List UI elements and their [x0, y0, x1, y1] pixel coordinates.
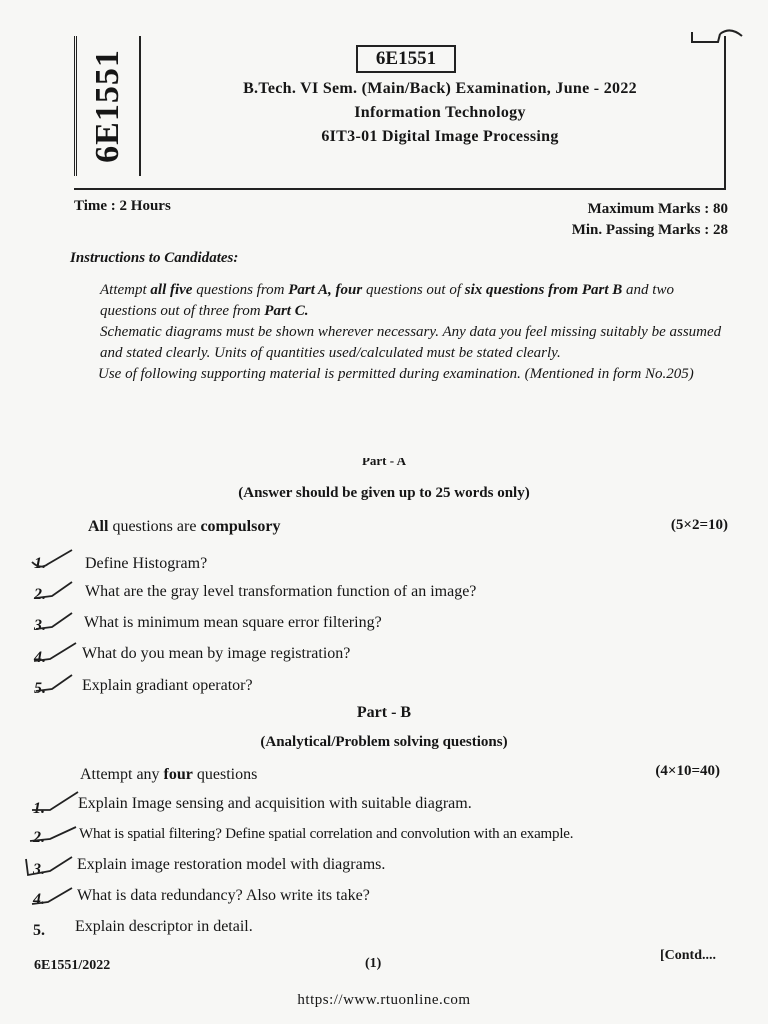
instructions-body [100, 280, 730, 385]
instr-bold: all five [150, 282, 193, 298]
part-a-marks: (5×2=10) [670, 517, 728, 533]
checkmark-icon [26, 823, 82, 851]
question-number: 5. [33, 922, 45, 939]
continued-note: [Contd.... [659, 948, 716, 963]
question-text: Explain gradiant operator? [82, 677, 253, 694]
question-number: 3. [34, 617, 46, 634]
question-number: 1. [33, 800, 45, 817]
question-text: What is minimum mean square error filtering? [84, 614, 382, 631]
instr-text: questions are [108, 518, 201, 535]
part-b-subtitle: (Analytical/Problem solving questions) [260, 734, 508, 750]
question-number: 2. [34, 586, 46, 603]
question-text: Explain image restoration model with diagrams. [77, 856, 386, 873]
question-text: What do you mean by image registration? [82, 645, 351, 662]
instr-bold: compulsory [200, 518, 281, 535]
part-b-title: Part - B [356, 704, 412, 721]
instruction-attempt [100, 280, 730, 322]
instr-text: Attempt any [80, 766, 164, 783]
checkmark-icon [28, 641, 80, 667]
question-number: 1. [34, 555, 46, 572]
min-passing-marks: Min. Passing Marks : 28 [571, 222, 728, 238]
part-b-marks: (4×10=40) [655, 763, 720, 779]
source-url: https://www.rtuonline.com [297, 992, 471, 1008]
checkmark-icon [28, 580, 78, 606]
instr-text: questions [192, 766, 258, 783]
question-text: Explain descriptor in detail. [75, 918, 253, 935]
subject-name: 6IT3-01 Digital Image Processing [321, 128, 559, 145]
footer-paper-code: 6E1551/2022 [34, 958, 111, 973]
side-paper-code: 6E1551 [89, 49, 126, 163]
instr-text: and two questions out of three from [100, 282, 674, 319]
question-text: Explain Image sensing and acquisition with suitable diagram. [78, 795, 472, 812]
checkmark-icon [28, 548, 78, 574]
instructions-heading: Instructions to Candidates: [70, 250, 239, 266]
part-b-instruction [80, 766, 257, 784]
maximum-marks: Maximum Marks : 80 [587, 201, 728, 217]
instr-bold: All [88, 518, 109, 535]
checkmark-icon [28, 611, 78, 637]
instr-text: questions from [192, 282, 289, 298]
side-paper-code-box [74, 36, 141, 176]
checkmark-icon [26, 884, 82, 912]
checkmark-icon [22, 853, 78, 881]
paper-code-box: 6E1551 [356, 45, 456, 73]
branch-name: Information Technology [354, 104, 526, 121]
instr-bold: six questions from Part B [464, 282, 623, 298]
instr-bold: four [163, 766, 193, 783]
question-number: 4. [34, 649, 46, 666]
question-text: What are the gray level transformation function of an image? [85, 583, 477, 600]
question-number: 3. [33, 861, 45, 878]
part-a-instruction [88, 518, 280, 536]
question-number: 2. [33, 829, 45, 846]
page-number: (1) [365, 956, 382, 971]
instr-text: questions out of [362, 282, 465, 298]
part-a-title: Part - A [361, 458, 407, 468]
question-text: Define Histogram? [85, 555, 208, 572]
part-a-subtitle: (Answer should be given up to 25 words only) [238, 485, 530, 501]
exam-title: B.Tech. VI Sem. (Main/Back) Examination, June - 2022 [243, 80, 637, 97]
instr-text: Attempt [100, 282, 151, 298]
question-number: 4. [33, 891, 45, 908]
instr-bold: Part C. [264, 303, 309, 319]
instr-bold: Part A, four [288, 282, 363, 298]
instruction-material: Use of following supporting material is permitted during examination. (Mentioned in form No.205) [98, 366, 694, 382]
instruction-diagrams: Schematic diagrams must be shown wherever necessary. Any data you feel missing suitably be assumed and stated clearly. Units of quantities used/calculated must be stated clearly. [100, 324, 722, 361]
time-limit: Time : 2 Hours [74, 198, 171, 214]
checkmark-icon [26, 790, 82, 818]
question-text: What is spatial filtering? Define spatial correlation and convolution with an example. [79, 826, 574, 842]
question-text: What is data redundancy? Also write its take? [77, 887, 370, 904]
question-number: 5. [34, 680, 46, 697]
pen-mark-icon [690, 28, 750, 48]
checkmark-icon [28, 673, 78, 699]
